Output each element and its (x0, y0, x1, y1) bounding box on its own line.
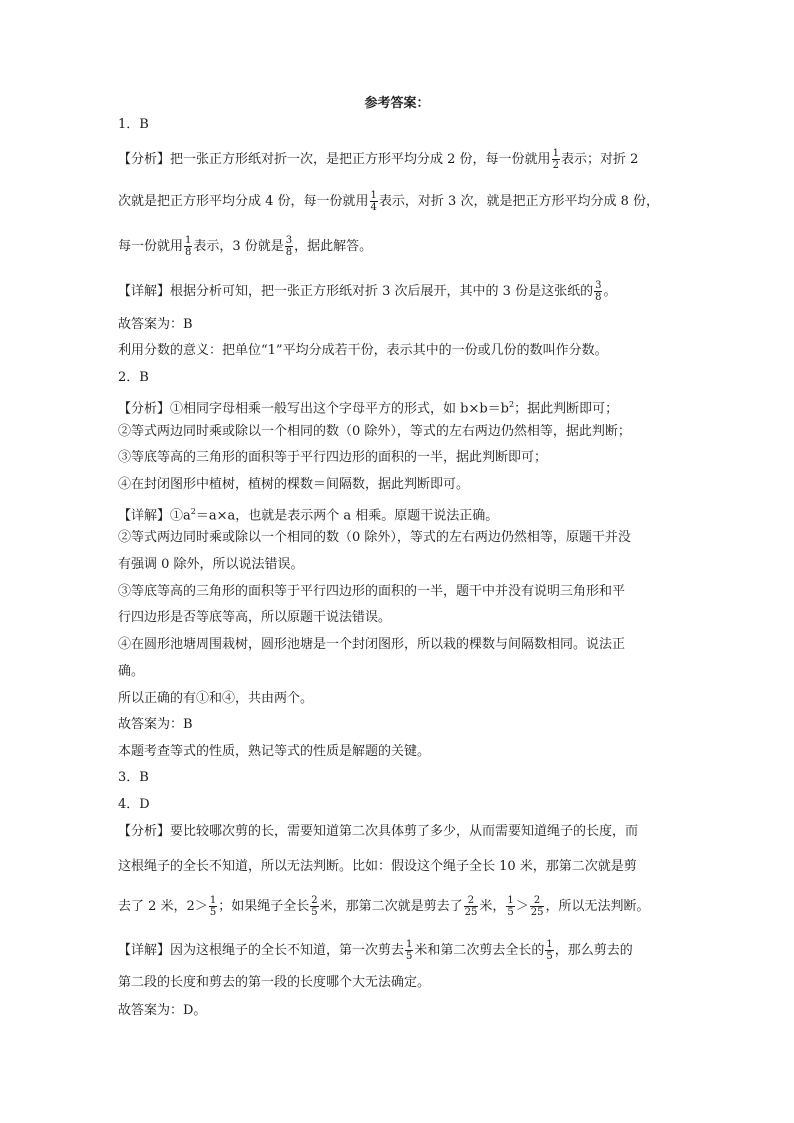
q1-note: 利用分数的意义：把单位“1”平均分成若干份，表示其中的一份或几份的数叫作分数。 (118, 343, 608, 358)
q4-analysis-line-1: 【分析】要比较哪次剪的长，需要知道第二次具体剪了多少，从而需要知道绳子的长度，而 (118, 824, 639, 839)
fraction: $\frac{3}{8}$ (285, 235, 293, 258)
analysis-tag: 【分析】 (118, 824, 171, 839)
q2-analysis-line-4: ④在封闭图形中植树，植树的棵数＝间隔数，据此判断即可。 (118, 477, 470, 492)
q1-number: 1．B (118, 117, 149, 132)
q4-number: 4．D (118, 797, 150, 812)
fraction: $\frac{2}{25}$ (464, 895, 478, 918)
fraction: $\frac{1}{5}$ (546, 939, 553, 962)
q4-analysis-line-2: 这根绳子的全长不知道，所以无法判断。比如：假设这个绳子全长 10 米，那第二次就是剪 (118, 859, 637, 874)
q4-answer: 故答案为：D。 (118, 1003, 207, 1018)
fraction: $\frac{1}{5}$ (507, 895, 514, 918)
fraction: $\frac{3}{8}$ (595, 280, 602, 303)
q1-answer: 故答案为：B (118, 317, 193, 332)
fraction: $\frac{1}{5}$ (209, 895, 217, 918)
q2-analysis-line-3: ③等底等高的三角形的面积等于平行四边形的面积的一半，据此判断即可； (118, 450, 548, 465)
fraction: $\frac{1}{4}$ (370, 190, 377, 213)
q4-analysis-line-3: 去了 2 米，2＞ $\frac{1}{5}$ ；如果绳子全长 $\frac{2}{5}$ 米，那第二次就是剪去了 $\frac{2}{25}$ 米， $\frac{1}{5}$ ＞ $\frac{2}{25}$ ，所以无法判断。 (118, 895, 650, 918)
page-title: 参考答案： (364, 96, 430, 111)
q2-analysis-line-1: 【分析】①相同字母相乘一般写出这个字母平方的形式，如 $b\times b=b^2$；据此判断即可； (118, 400, 619, 417)
q2-answer: 故答案为：B (118, 717, 193, 732)
q1-analysis-line-2: 次就是把正方形平均分成 4 份，每一份就用 $\frac{1}{4}$ 表示，对折 3 次，就是把正方形平均分成 8 份， (118, 190, 659, 213)
q4-detail-line-2: 第二段的长度和剪去的第一段的长度哪个大无法确定。 (118, 975, 431, 990)
q4-detail-line-1: 【详解】因为这根绳子的全长不知道，第一次剪去 $\frac{1}{5}$ 米和第二次剪去全长的 $\frac{1}{5}$ ，那么剪去的 (118, 939, 633, 962)
q2-analysis-line-2: ②等式两边同时乘或除以一个相同的数（0 除外），等式的左右两边仍然相等，据此判断； (118, 424, 631, 439)
q3-number: 3．B (118, 770, 149, 785)
analysis-tag: 【分析】 (118, 152, 171, 167)
q2-detail-line-6: ④在圆形池塘周围栽树，圆形池塘是一个封闭图形，所以栽的棵数与间隔数相同。说法正 (118, 637, 626, 652)
q2-detail-line-7: 确。 (118, 664, 145, 679)
q2-detail-line-3: 有强调 0 除外，所以说法错误。 (118, 557, 304, 572)
q2-note: 本题考查等式的性质，熟记等式的性质是解题的关键。 (118, 744, 431, 759)
q1-analysis-line-1: 【分析】把一张正方形纸对折一次，是把正方形平均分成 2 份，每一份就用 $\frac{1}{2}$ 表示；对折 2 (118, 148, 639, 171)
fraction: $\frac{2}{5}$ (311, 895, 318, 918)
analysis-tag: 【分析】 (118, 401, 171, 417)
fraction: $\frac{1}{2}$ (552, 148, 559, 171)
q1-analysis-line-3: 每一份就用 $\frac{1}{8}$ 表示，3 份就是 $\frac{3}{8}$ ，据此解答。 (118, 235, 373, 258)
fraction: $\frac{1}{8}$ (185, 235, 192, 258)
q2-detail-line-4: ③等底等高的三角形的面积等于平行四边形的面积的一半，题干中并没有说明三角形和平 (118, 584, 626, 599)
q1-detail-line: 【详解】根据分析可知，把一张正方形纸对折 3 次后展开，其中的 3 份是这张纸的 $\frac{3}{8}$ 。 (118, 280, 617, 303)
q2-detail-line-2: ②等式两边同时乘或除以一个相同的数（0 除外），等式的左右两边仍然相等，原题干并没 (118, 530, 631, 545)
detail-tag: 【详解】 (118, 508, 171, 524)
fraction: $\frac{2}{25}$ (530, 895, 544, 918)
detail-tag: 【详解】 (118, 943, 171, 958)
fraction: $\frac{1}{5}$ (406, 939, 413, 962)
q2-conclusion: 所以正确的有①和④，共由两个。 (118, 691, 314, 706)
q2-detail-line-1: 【详解】$①a^2=a\times a$，也就是表示两个 a 相乘。原题干说法正确。 (118, 507, 499, 524)
q2-detail-line-5: 行四边形是否等底等高，所以原题干说法错误。 (118, 610, 392, 625)
detail-tag: 【详解】 (118, 284, 171, 299)
q2-number: 2．B (118, 370, 149, 385)
